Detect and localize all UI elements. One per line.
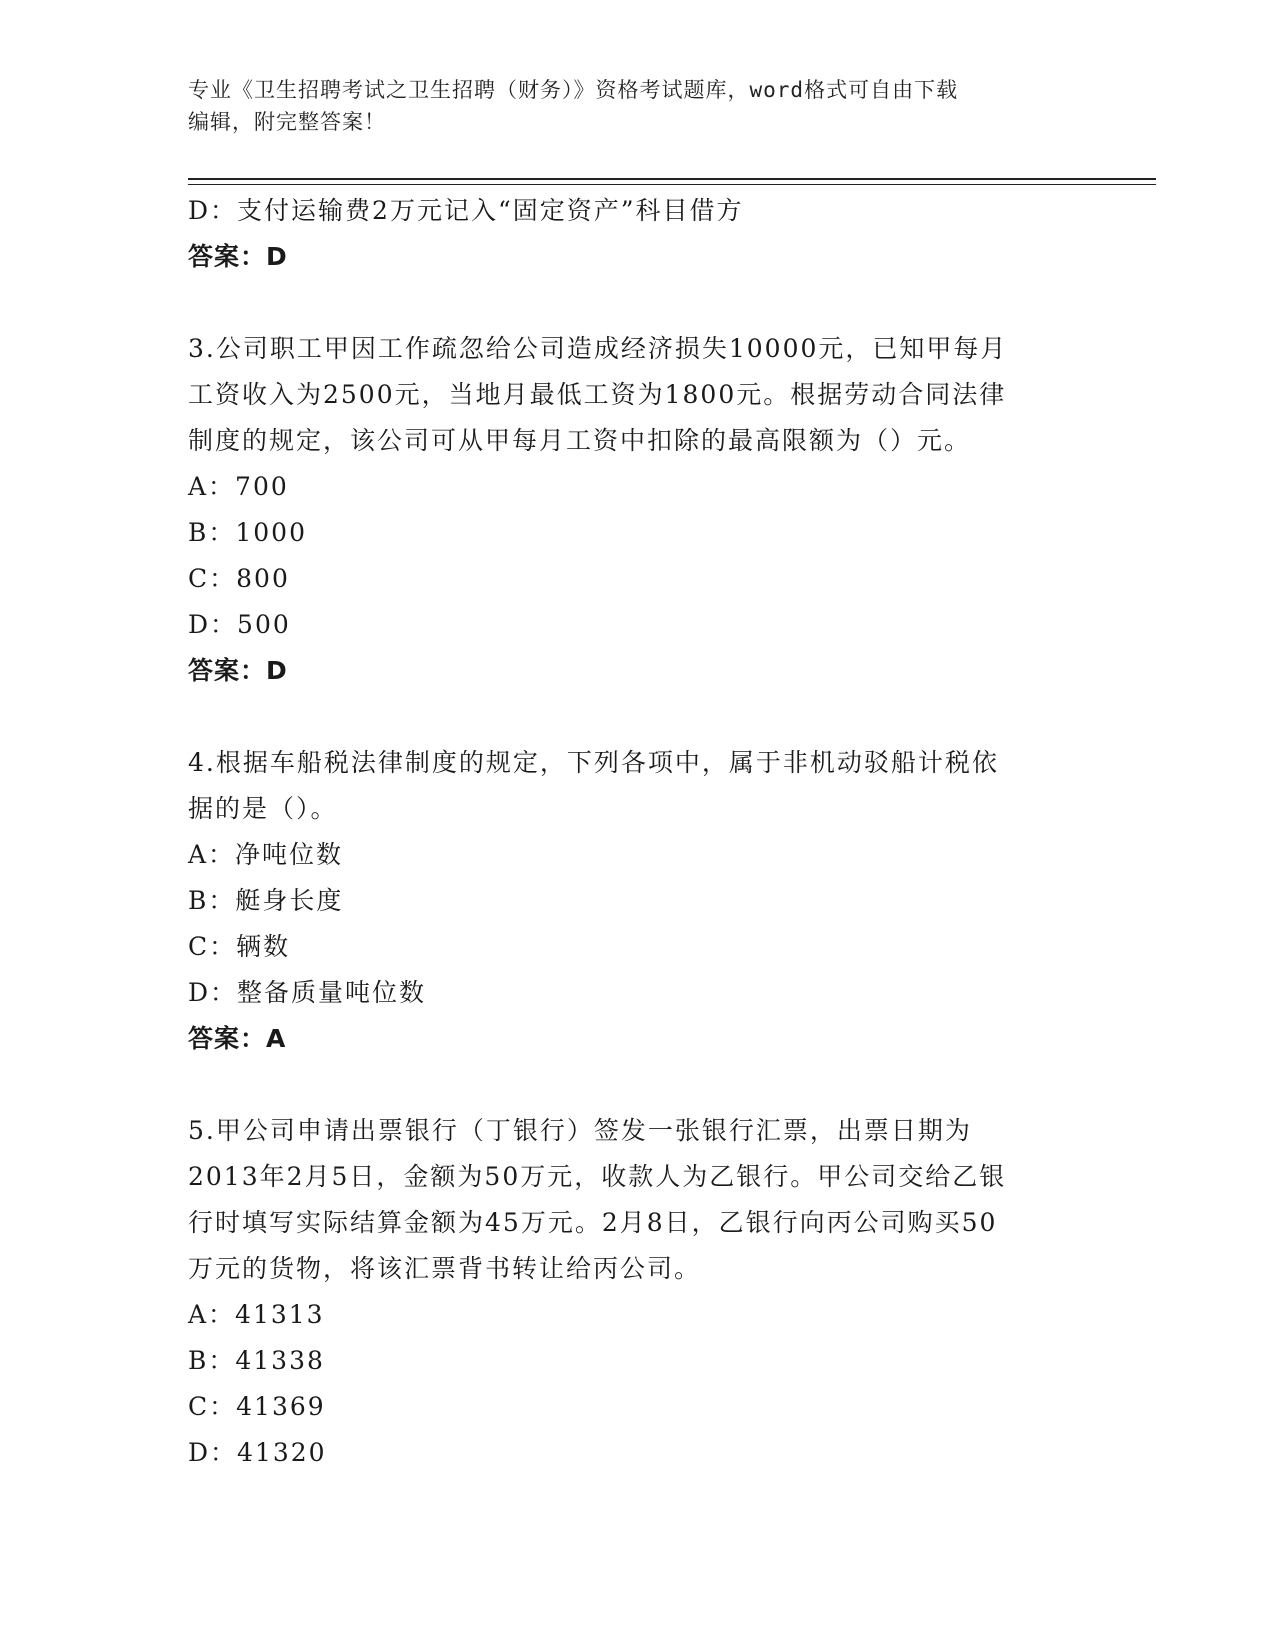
option-b: B：1000 [188,518,307,547]
header-divider-thin [188,184,1156,185]
question-stem-line: 5.甲公司申请出票银行（丁银行）签发一张银行汇票，出票日期为 [188,1116,972,1145]
question-stem-line: 万元的货物，将该汇票背书转让给丙公司。 [188,1254,702,1283]
option-a: A：净吨位数 [188,840,344,869]
option-b: B：41338 [188,1346,325,1375]
option-c: C：辆数 [188,932,291,961]
question-stem-line: 3.公司职工甲因工作疏忽给公司造成经济损失10000元，已知甲每月 [188,334,1008,363]
option-a: A：700 [188,472,289,501]
option-a: A：41313 [188,1300,325,1329]
question-5 [188,1108,1088,1476]
spacer [188,1062,1088,1108]
question-stem-line: 行时填写实际结算金额为45万元。2月8日，乙银行向丙公司购买50 [188,1208,998,1237]
spacer [188,280,1088,326]
option-d: D：整备质量吨位数 [188,978,427,1007]
question-stem-line: 4.根据车船税法律制度的规定，下列各项中，属于非机动驳船计税依 [188,748,999,777]
question-4 [188,740,1088,1062]
answer-line: 答案：D [188,242,288,271]
header-line-1: 专业《卫生招聘考试之卫生招聘（财务）》资格考试题库，word格式可自由下载 [188,78,959,102]
option-b: B：艇身长度 [188,886,344,915]
spacer [188,694,1088,740]
question-stem-line: 2013年2月5日，金额为50万元，收款人为乙银行。甲公司交给乙银 [188,1162,1007,1191]
option-c: C：800 [188,564,290,593]
answer-line: 答案：D [188,656,288,685]
answer-line: 答案：A [188,1024,287,1053]
option-c: C：41369 [188,1392,326,1421]
option-d: D：支付运输费2万元记入“固定资产”科目借方 [188,196,744,225]
header-line-2: 编辑，附完整答案！ [188,110,386,134]
question-stem-line: 制度的规定，该公司可从甲每月工资中扣除的最高限额为（）元。 [188,426,972,455]
header-divider-thick [188,178,1156,180]
option-d: D：41320 [188,1438,327,1467]
question-stem-line: 据的是（）。 [188,794,338,823]
option-d: D：500 [188,610,291,639]
question-3 [188,326,1088,694]
page-header [188,74,1088,138]
question-2-tail [188,188,1088,280]
question-stem-line: 工资收入为2500元，当地月最低工资为1800元。根据劳动合同法律 [188,380,1007,409]
question-list [188,188,1088,1476]
